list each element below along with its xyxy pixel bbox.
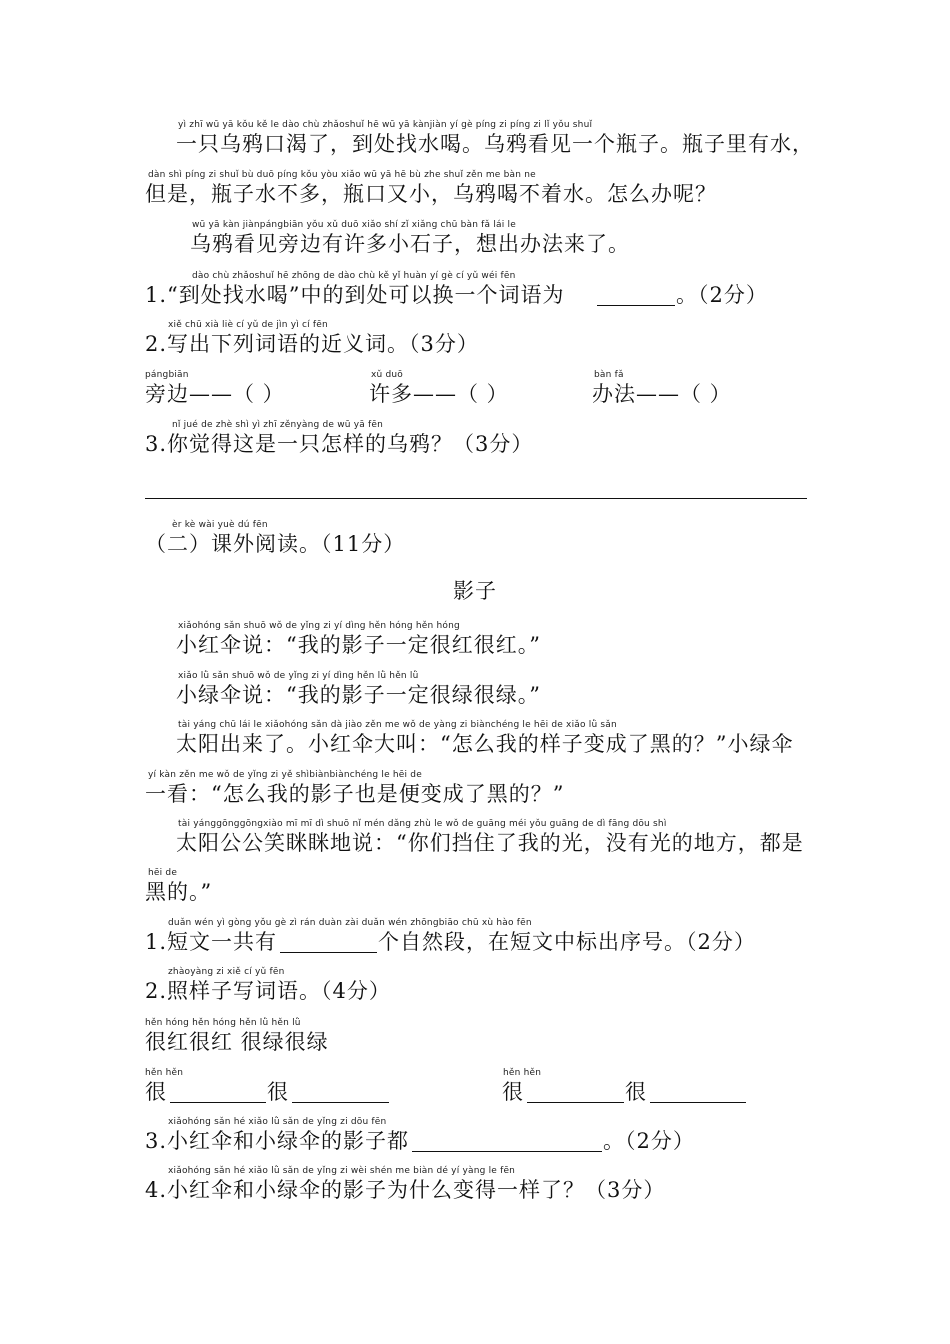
question-text: 4.小红伞和小绿伞的影子为什么变得一样了？（3分） (145, 1178, 666, 1202)
pinyin: pángbiān (145, 370, 189, 380)
question-text: 2.写出下列词语的近义词。（3分） (145, 332, 479, 356)
story-question-2 (0, 967, 950, 1011)
question-2 (0, 320, 950, 364)
question-text: 3.小红伞和小绿伞的影子都 (145, 1129, 410, 1153)
passage-line-1 (0, 120, 950, 164)
answer-blank[interactable] (527, 1102, 624, 1103)
pinyin: xiǎohóng sǎn hé xiǎo lǜ sǎn de yǐng zi wèi shén me biàn dé yí yàng le fēn (168, 1166, 516, 1176)
story-line-3 (0, 720, 950, 764)
answer-line[interactable] (145, 498, 807, 499)
fill-char: 很 (267, 1080, 289, 1104)
story-text: 小红伞说：“我的影子一定很红很红。” (176, 633, 541, 657)
question-text: 2.照样子写词语。（4分） (145, 979, 391, 1003)
story-question-3 (0, 1117, 950, 1161)
passage-text: 乌鸦看见旁边有许多小石子，想出办法来了。 (190, 232, 630, 256)
story-line-6 (0, 868, 950, 912)
question-text: 1.短文一共有 (145, 930, 278, 954)
section-heading (0, 520, 950, 564)
story-text: 小绿伞说：“我的影子一定很绿很绿。” (176, 683, 541, 707)
fill-words-row (0, 1068, 950, 1112)
story-text: 太阳公公笑眯眯地说：“你们挡住了我的光，没有光的地方，都是 (176, 831, 804, 855)
story-text: 黑的。” (145, 880, 213, 904)
example-words (0, 1018, 950, 1062)
pinyin: hēi de (148, 868, 178, 878)
pinyin: hěn hěn (503, 1068, 542, 1078)
question-text: 个自然段，在短文中标出序号。（2分） (378, 930, 756, 954)
pinyin: zhàoyàng zi xiě cí yǔ fēn (168, 967, 285, 977)
question-text: 3.你觉得这是一只怎样的乌鸦？（3分） (145, 432, 534, 456)
pinyin: dàn shì píng zi shuǐ bù duō píng kǒu yòu xiǎo wū yā hē bù zhe shuǐ zěn me bàn ne (148, 170, 536, 180)
story-line-4 (0, 770, 950, 814)
answer-blank[interactable] (170, 1102, 266, 1103)
pinyin: xiǎo lǜ sǎn shuō wǒ de yǐng zi yí dìng hěn lǜ hěn lǜ (178, 671, 419, 681)
passage-line-2 (0, 170, 950, 214)
pinyin: tài yáng chū lái le xiǎohóng sǎn dà jiào zěn me wǒ de yàng zi biànchéng le hēi de xiǎo lǜ sǎn (178, 720, 617, 730)
example-text: 很红很红 很绿很绿 (145, 1030, 329, 1054)
pinyin: yí kàn zěn me wǒ de yǐng zi yě shìbiànbiànchéng le hēi de (148, 770, 422, 780)
answer-blank[interactable] (650, 1102, 746, 1103)
question-1 (0, 271, 950, 315)
pinyin: xiǎohóng sǎn hé xiǎo lǜ sǎn de yǐng zi dōu fēn (168, 1117, 387, 1127)
pinyin: xiě chū xià liè cí yǔ de jìn yì cí fēn (168, 320, 328, 330)
fill-char: 很 (502, 1080, 524, 1104)
question-score: 。（2分） (603, 1129, 695, 1153)
story-line-2 (0, 671, 950, 715)
story-line-5 (0, 819, 950, 863)
passage-text: 但是，瓶子水不多，瓶口又小，乌鸦喝不着水。怎么办呢？ (145, 182, 717, 206)
question-3 (0, 420, 950, 464)
story-question-4 (0, 1166, 950, 1210)
question-text: 1.“到处找水喝”中的到处可以换一个词语为 (145, 283, 565, 307)
answer-blank[interactable] (412, 1151, 602, 1152)
fill-char: 很 (145, 1080, 167, 1104)
story-line-1 (0, 621, 950, 665)
passage-line-3 (0, 220, 950, 264)
passage-text: 一只乌鸦口渴了，到处找水喝。乌鸦看见一个瓶子。瓶子里有水， (176, 132, 814, 156)
story-question-1 (0, 918, 950, 962)
fill-char: 很 (625, 1080, 647, 1104)
pinyin: yì zhī wū yā kǒu kě le dào chù zhǎoshuǐ hē wū yā kànjiàn yí gè píng zi píng zi lǐ yǒu shuǐ (178, 120, 593, 130)
synonym-row (0, 370, 950, 414)
synonym-item[interactable]: 许多——（ ） (369, 382, 509, 406)
story-text: 一看：“怎么我的影子也是便变成了黑的？” (145, 782, 565, 806)
pinyin: èr kè wài yuè dú fēn (172, 520, 268, 530)
pinyin: hěn hěn (145, 1068, 184, 1078)
pinyin: xiǎohóng sǎn shuō wǒ de yǐng zi yí dìng hěn hóng hěn hóng (178, 621, 460, 631)
synonym-item[interactable]: 办法——（ ） (592, 382, 732, 406)
story-text: 太阳出来了。小红伞大叫：“怎么我的样子变成了黑的？”小绿伞 (176, 732, 794, 756)
story-title: 影子 (453, 579, 497, 603)
answer-blank[interactable] (280, 952, 377, 953)
pinyin: wū yā kàn jiànpángbiān yǒu xǔ duō xiǎo shí zǐ xiǎng chū bàn fǎ lái le (192, 220, 516, 230)
pinyin: hěn hóng hěn hóng hěn lǜ hěn lǜ (145, 1018, 301, 1028)
pinyin: bàn fǎ (594, 370, 624, 380)
pinyin: xǔ duō (371, 370, 404, 380)
question-score: 。（2分） (676, 283, 768, 307)
section-title: （二）课外阅读。（11分） (145, 532, 406, 556)
synonym-item[interactable]: 旁边——（ ） (145, 382, 285, 406)
pinyin: duǎn wén yì gòng yǒu gè zì rán duàn zài duǎn wén zhōngbiāo chū xù hào fēn (168, 918, 532, 928)
answer-blank[interactable] (292, 1102, 389, 1103)
pinyin: tài yánggōnggōngxiào mī mī dì shuō nǐ mén dǎng zhù le wǒ de guāng méi yǒu guāng de dì fāng dōu shì (178, 819, 667, 829)
pinyin: dào chù zhǎoshuǐ hē zhōng de dào chù kě yǐ huàn yí gè cí yǔ wéi fēn (192, 271, 516, 281)
answer-blank[interactable] (597, 305, 675, 306)
pinyin: nǐ jué de zhè shì yì zhī zěnyàng de wū yā fēn (172, 420, 384, 430)
